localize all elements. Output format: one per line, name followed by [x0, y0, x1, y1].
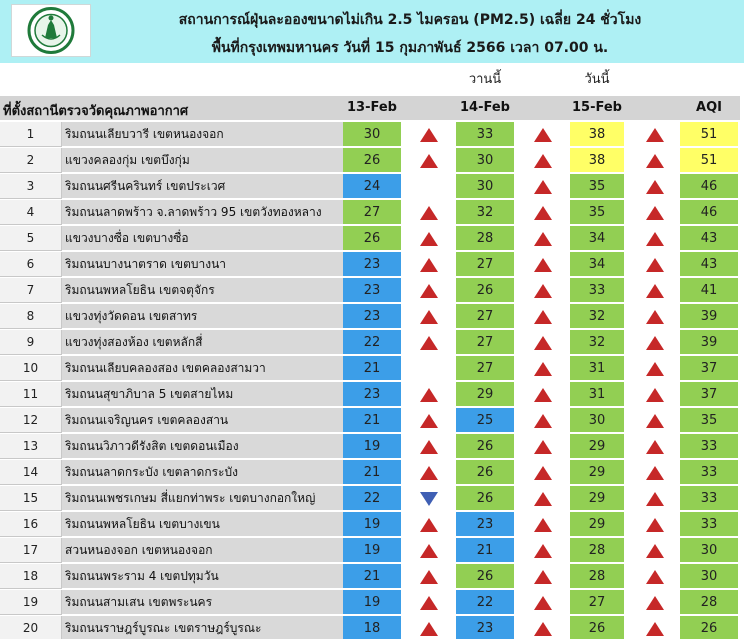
trend-up-icon: [420, 622, 438, 636]
pm25-day1: 23: [343, 278, 401, 303]
pm25-day3: 29: [570, 486, 624, 511]
aqi-value: 43: [680, 226, 738, 251]
trend-cell: [640, 486, 670, 511]
row-number: 11: [0, 382, 62, 407]
trend-up-icon: [646, 388, 664, 402]
pm25-day2: 21: [456, 538, 514, 563]
trend-cell: [528, 356, 558, 381]
trend-up-icon: [534, 258, 552, 272]
pm25-day3: 35: [570, 174, 624, 199]
trend-up-icon: [534, 492, 552, 506]
station-name: แขวงบางซื่อ เขตบางซื่อ: [62, 226, 343, 251]
station-name: สวนหนองจอก เขตหนองจอก: [62, 538, 343, 563]
trend-cell: [640, 252, 670, 277]
table-row: [0, 564, 744, 590]
pm25-day1: 21: [343, 460, 401, 485]
pm25-day3: 35: [570, 200, 624, 225]
trend-cell: [640, 590, 670, 615]
yesterday-label: วานนี้: [468, 72, 502, 87]
trend-cell: [640, 512, 670, 537]
trend-cell: [528, 148, 558, 173]
row-number: 13: [0, 434, 62, 459]
trend-up-icon: [534, 518, 552, 532]
aqi-value: 28: [680, 590, 738, 615]
pm25-day3: 28: [570, 538, 624, 563]
table-row: [0, 382, 744, 408]
pm25-day1: 27: [343, 200, 401, 225]
pm25-day2: 26: [456, 564, 514, 589]
row-number: 17: [0, 538, 62, 563]
trend-cell: [528, 564, 558, 589]
trend-up-icon: [534, 180, 552, 194]
trend-cell: [414, 330, 444, 355]
trend-up-icon: [646, 310, 664, 324]
trend-cell: [414, 460, 444, 485]
pm25-day2: 25: [456, 408, 514, 433]
trend-cell: [528, 304, 558, 329]
pm25-day1: 23: [343, 304, 401, 329]
station-name: ริมถนนลาดกระบัง เขตลาดกระบัง: [62, 460, 343, 485]
pm25-day1: 22: [343, 330, 401, 355]
trend-cell: [414, 252, 444, 277]
trend-cell: [414, 486, 444, 511]
station-name: ริมถนนศรีนครินทร์ เขตประเวศ: [62, 174, 343, 199]
trend-up-icon: [420, 596, 438, 610]
table-header: [0, 96, 740, 120]
trend-cell: [528, 382, 558, 407]
row-number: 7: [0, 278, 62, 303]
station-name: ริมถนนบางนาตราด เขตบางนา: [62, 252, 343, 277]
table-row: [0, 278, 744, 304]
pm25-day2: 26: [456, 486, 514, 511]
trend-cell: [640, 122, 670, 147]
trend-up-icon: [646, 180, 664, 194]
trend-cell: [414, 356, 444, 381]
pm25-day1: 26: [343, 148, 401, 173]
trend-cell: [640, 226, 670, 251]
table-row: [0, 590, 744, 616]
trend-cell: [640, 356, 670, 381]
aqi-value: 41: [680, 278, 738, 303]
station-name: ริมถนนเลียบวารี เขตหนองจอก: [62, 122, 343, 147]
table-row: [0, 538, 744, 564]
pm25-day1: 18: [343, 616, 401, 639]
today-label: วันนี้: [584, 72, 610, 87]
trend-up-icon: [646, 128, 664, 142]
table-row: [0, 434, 744, 460]
trend-cell: [640, 382, 670, 407]
aqi-value: 35: [680, 408, 738, 433]
trend-up-icon: [534, 154, 552, 168]
col-day3: 15-Feb: [572, 100, 622, 115]
trend-up-icon: [420, 388, 438, 402]
trend-cell: [414, 122, 444, 147]
aqi-value: 33: [680, 434, 738, 459]
pm25-day3: 30: [570, 408, 624, 433]
pm25-day2: 27: [456, 252, 514, 277]
trend-up-icon: [420, 258, 438, 272]
pm25-day1: 19: [343, 538, 401, 563]
pm25-day1: 23: [343, 382, 401, 407]
pm25-day2: 22: [456, 590, 514, 615]
row-number: 8: [0, 304, 62, 329]
pm25-day2: 33: [456, 122, 514, 147]
pm25-day2: 26: [456, 278, 514, 303]
pm25-day2: 30: [456, 148, 514, 173]
trend-cell: [414, 200, 444, 225]
trend-up-icon: [646, 518, 664, 532]
row-number: 3: [0, 174, 62, 199]
trend-cell: [528, 122, 558, 147]
trend-up-icon: [420, 544, 438, 558]
aqi-value: 51: [680, 122, 738, 147]
row-number: 6: [0, 252, 62, 277]
trend-up-icon: [534, 570, 552, 584]
row-number: 19: [0, 590, 62, 615]
trend-up-icon: [534, 466, 552, 480]
trend-up-icon: [534, 440, 552, 454]
trend-up-icon: [534, 544, 552, 558]
trend-up-icon: [420, 232, 438, 246]
trend-cell: [414, 616, 444, 639]
trend-cell: [414, 174, 444, 199]
aqi-value: 30: [680, 538, 738, 563]
pm25-day3: 29: [570, 460, 624, 485]
trend-cell: [528, 486, 558, 511]
station-name: ริมถนนสุขาภิบาล 5 เขตสายไหม: [62, 382, 343, 407]
aqi-value: 37: [680, 382, 738, 407]
station-name: ริมถนนราษฎร์บูรณะ เขตราษฎร์บูรณะ: [62, 616, 343, 639]
trend-up-icon: [534, 362, 552, 376]
trend-cell: [528, 330, 558, 355]
row-number: 18: [0, 564, 62, 589]
col-aqi: AQI: [696, 100, 722, 115]
table-row: [0, 304, 744, 330]
trend-cell: [640, 330, 670, 355]
table-row: [0, 486, 744, 512]
trend-up-icon: [534, 128, 552, 142]
trend-up-icon: [420, 206, 438, 220]
trend-up-icon: [646, 154, 664, 168]
trend-cell: [528, 252, 558, 277]
table-row: [0, 512, 744, 538]
pm25-day3: 34: [570, 226, 624, 251]
trend-cell: [414, 434, 444, 459]
trend-cell: [528, 538, 558, 563]
bangkok-city-seal-icon: [11, 4, 91, 57]
pm25-day1: 21: [343, 408, 401, 433]
trend-up-icon: [646, 570, 664, 584]
pm25-day3: 38: [570, 148, 624, 173]
trend-up-icon: [420, 128, 438, 142]
aqi-value: 37: [680, 356, 738, 381]
trend-cell: [528, 278, 558, 303]
pm25-day1: 24: [343, 174, 401, 199]
aqi-value: 39: [680, 330, 738, 355]
row-number: 15: [0, 486, 62, 511]
report-subtitle: พื้นที่กรุงเทพมหานคร วันที่ 15 กุมภาพันธ์ 2566 เวลา 07.00 น.: [211, 40, 609, 56]
trend-up-icon: [420, 414, 438, 428]
table-row: [0, 200, 744, 226]
pm25-day2: 30: [456, 174, 514, 199]
pm25-day3: 32: [570, 304, 624, 329]
trend-up-icon: [646, 622, 664, 636]
trend-up-icon: [646, 492, 664, 506]
trend-cell: [414, 538, 444, 563]
trend-cell: [414, 226, 444, 251]
pm25-day1: 19: [343, 512, 401, 537]
trend-up-icon: [420, 284, 438, 298]
trend-cell: [640, 174, 670, 199]
trend-cell: [414, 564, 444, 589]
trend-cell: [528, 590, 558, 615]
trend-cell: [640, 538, 670, 563]
pm25-day2: 29: [456, 382, 514, 407]
trend-cell: [640, 616, 670, 639]
trend-up-icon: [646, 544, 664, 558]
pm25-day2: 27: [456, 304, 514, 329]
pm25-day3: 29: [570, 434, 624, 459]
pm25-day3: 34: [570, 252, 624, 277]
trend-cell: [414, 590, 444, 615]
aqi-value: 26: [680, 616, 738, 639]
trend-cell: [528, 460, 558, 485]
trend-cell: [414, 512, 444, 537]
trend-up-icon: [534, 622, 552, 636]
trend-up-icon: [646, 362, 664, 376]
aqi-value: 46: [680, 174, 738, 199]
row-number: 14: [0, 460, 62, 485]
pm25-day3: 31: [570, 356, 624, 381]
pm25-day1: 30: [343, 122, 401, 147]
station-name: ริมถนนวิภาวดีรังสิต เขตดอนเมือง: [62, 434, 343, 459]
trend-up-icon: [420, 154, 438, 168]
pm25-day1: 23: [343, 252, 401, 277]
pm25-day2: 27: [456, 356, 514, 381]
trend-cell: [528, 434, 558, 459]
trend-cell: [640, 148, 670, 173]
table-row: [0, 460, 744, 486]
trend-up-icon: [534, 284, 552, 298]
pm25-day2: 32: [456, 200, 514, 225]
aqi-value: 43: [680, 252, 738, 277]
table-row: [0, 252, 744, 278]
table-row: [0, 122, 744, 148]
row-number: 10: [0, 356, 62, 381]
trend-cell: [528, 200, 558, 225]
table-row: [0, 174, 744, 200]
pm25-day1: 19: [343, 590, 401, 615]
station-name: ริมถนนพระราม 4 เขตปทุมวัน: [62, 564, 343, 589]
row-number: 16: [0, 512, 62, 537]
station-name: ริมถนนเลียบคลองสอง เขตคลองสามวา: [62, 356, 343, 381]
trend-cell: [414, 148, 444, 173]
table-row: [0, 616, 744, 639]
pm25-day2: 28: [456, 226, 514, 251]
table-row: [0, 356, 744, 382]
table-row: [0, 148, 744, 174]
aqi-value: 51: [680, 148, 738, 173]
table-row: [0, 330, 744, 356]
trend-cell: [414, 408, 444, 433]
aqi-value: 46: [680, 200, 738, 225]
station-name: ริมถนนสามเสน เขตพระนคร: [62, 590, 343, 615]
aqi-value: 33: [680, 512, 738, 537]
row-number: 5: [0, 226, 62, 251]
col-station: ที่ตั้งสถานีตรวจวัดคุณภาพอากาศ: [3, 104, 189, 119]
trend-up-icon: [420, 440, 438, 454]
row-number: 1: [0, 122, 62, 147]
pm25-day2: 27: [456, 330, 514, 355]
trend-up-icon: [646, 440, 664, 454]
trend-up-icon: [534, 232, 552, 246]
row-number: 12: [0, 408, 62, 433]
trend-up-icon: [534, 414, 552, 428]
station-name: แขวงคลองกุ่ม เขตบึงกุ่ม: [62, 148, 343, 173]
aqi-value: 30: [680, 564, 738, 589]
station-name: ริมถนนเพชรเกษม สี่แยกท่าพระ เขตบางกอกใหญ่: [62, 486, 343, 511]
pm25-day1: 26: [343, 226, 401, 251]
table-row: [0, 226, 744, 252]
row-number: 20: [0, 616, 62, 639]
trend-up-icon: [420, 518, 438, 532]
row-number: 4: [0, 200, 62, 225]
aqi-value: 33: [680, 460, 738, 485]
station-name: แขวงทุ่งสองห้อง เขตหลักสี่: [62, 330, 343, 355]
trend-cell: [640, 200, 670, 225]
aqi-value: 39: [680, 304, 738, 329]
trend-cell: [528, 616, 558, 639]
trend-up-icon: [420, 336, 438, 350]
trend-up-icon: [646, 258, 664, 272]
station-name: ริมถนนลาดพร้าว จ.ลาดพร้าว 95 เขตวังทองหลาง: [62, 200, 343, 225]
trend-cell: [414, 278, 444, 303]
trend-cell: [640, 460, 670, 485]
pm25-day2: 26: [456, 460, 514, 485]
trend-up-icon: [420, 570, 438, 584]
trend-cell: [528, 408, 558, 433]
trend-cell: [640, 564, 670, 589]
trend-cell: [640, 304, 670, 329]
trend-up-icon: [420, 310, 438, 324]
trend-cell: [528, 512, 558, 537]
pm25-day1: 21: [343, 356, 401, 381]
pm25-day2: 26: [456, 434, 514, 459]
trend-down-icon: [420, 492, 438, 506]
row-number: 2: [0, 148, 62, 173]
pm25-day2: 23: [456, 616, 514, 639]
pm25-day1: 22: [343, 486, 401, 511]
col-day1: 13-Feb: [347, 100, 397, 115]
row-number: 9: [0, 330, 62, 355]
pm25-day3: 33: [570, 278, 624, 303]
pm25-day3: 28: [570, 564, 624, 589]
trend-up-icon: [534, 388, 552, 402]
station-name: ริมถนนเจริญนคร เขตคลองสาน: [62, 408, 343, 433]
trend-up-icon: [646, 232, 664, 246]
trend-cell: [414, 382, 444, 407]
trend-up-icon: [646, 596, 664, 610]
pm25-day3: 38: [570, 122, 624, 147]
trend-up-icon: [534, 310, 552, 324]
trend-up-icon: [646, 284, 664, 298]
aqi-value: 33: [680, 486, 738, 511]
pm25-day3: 26: [570, 616, 624, 639]
trend-cell: [640, 408, 670, 433]
trend-up-icon: [420, 466, 438, 480]
trend-up-icon: [534, 206, 552, 220]
trend-cell: [640, 434, 670, 459]
station-name: ริมถนนพหลโยธิน เขตบางเขน: [62, 512, 343, 537]
trend-cell: [528, 226, 558, 251]
pm25-day3: 29: [570, 512, 624, 537]
table-row: [0, 408, 744, 434]
trend-up-icon: [646, 414, 664, 428]
trend-cell: [528, 174, 558, 199]
report-title: สถานการณ์ฝุ่นละอองขนาดไม่เกิน 2.5 ไมครอน (PM2.5) เฉลี่ย 24 ชั่วโมง: [178, 12, 642, 28]
pm25-day3: 27: [570, 590, 624, 615]
trend-cell: [640, 278, 670, 303]
pm25-day1: 21: [343, 564, 401, 589]
trend-up-icon: [646, 206, 664, 220]
station-name: แขวงทุ่งวัดดอน เขตสาทร: [62, 304, 343, 329]
trend-up-icon: [534, 336, 552, 350]
trend-up-icon: [646, 336, 664, 350]
col-day2: 14-Feb: [460, 100, 510, 115]
pm25-day3: 31: [570, 382, 624, 407]
report-header: [0, 0, 744, 63]
pm25-day2: 23: [456, 512, 514, 537]
pm25-day1: 19: [343, 434, 401, 459]
station-name: ริมถนนพหลโยธิน เขตจตุจักร: [62, 278, 343, 303]
trend-up-icon: [646, 466, 664, 480]
pm25-day3: 32: [570, 330, 624, 355]
trend-cell: [414, 304, 444, 329]
trend-up-icon: [534, 596, 552, 610]
